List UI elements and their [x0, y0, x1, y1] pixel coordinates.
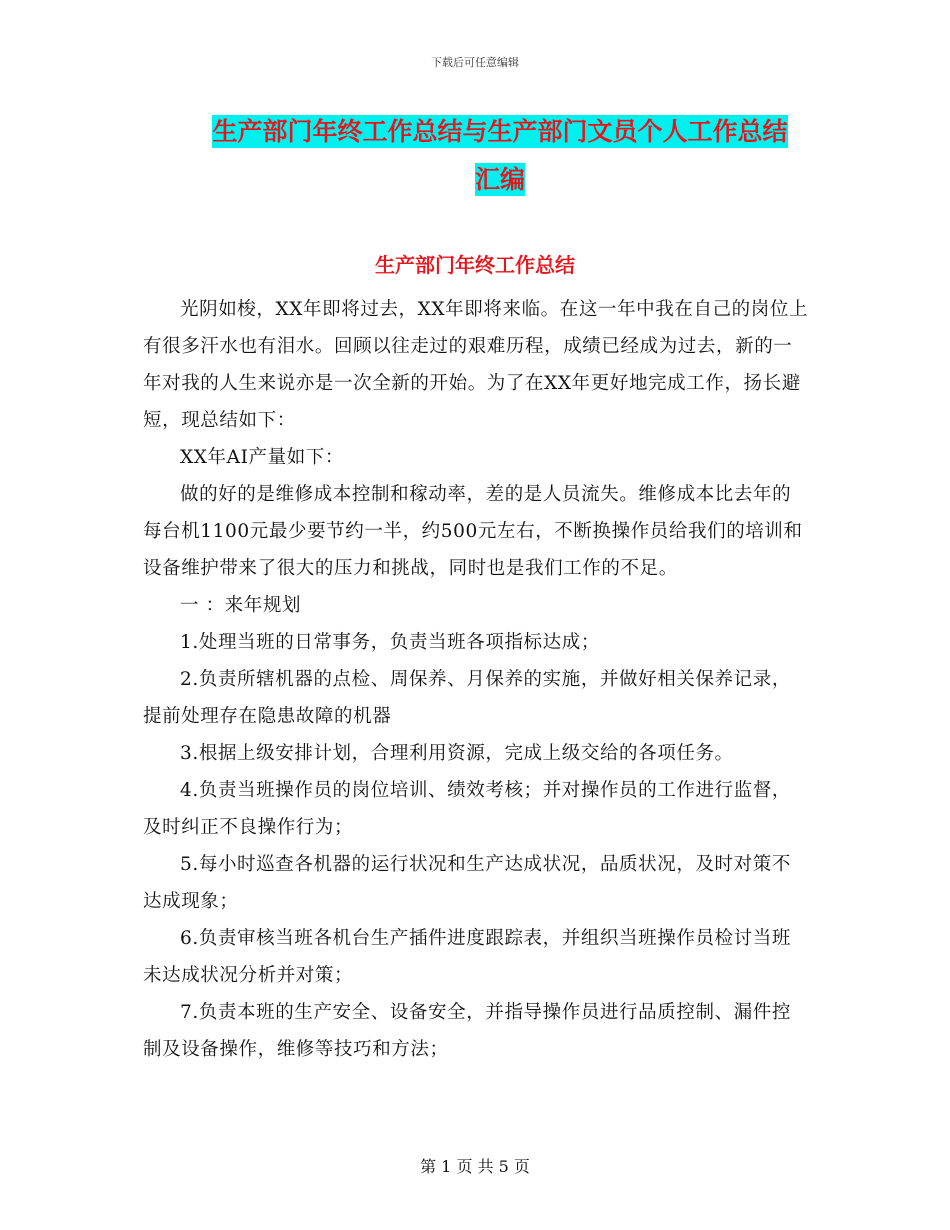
paragraph-output-heading: XX年AI产量如下： — [180, 447, 345, 468]
plan-item-6: 6.负责审核当班各机台生产插件进度跟踪表，并组织当班操作员检讨当班未达成状况分析并对策； — [143, 928, 791, 986]
document-body — [143, 291, 809, 1068]
paragraph-intro: 光阴如梭，XX年即将过去，XX年即将来临。在这一年中我在自己的岗位上有很多汗水也有泪水。回顾以往走过的艰难历程，成绩已经成为过去，新的一年对我的人生来说亦是一次全新的开始。为了在XX年更好地完成工作，扬长避短，现总结如下： — [143, 299, 809, 431]
plan-item-4: 4.负责当班操作员的岗位培训、绩效考核；并对操作员的工作进行监督，及时纠正不良操作行为； — [143, 780, 791, 838]
document-title — [175, 108, 825, 204]
document-title-line-2: 汇编 — [474, 165, 525, 194]
paragraph-plan-heading: 一 ：来年规划 — [180, 595, 302, 616]
plan-item-2: 2.负责所辖机器的点检、周保养、月保养的实施，并做好相关保养记录，提前处理存在隐患故障的机器 — [143, 669, 791, 727]
plan-item-7: 7.负责本班的生产安全、设备安全，并指导操作员进行品质控制、漏件控制及设备操作，维修等技巧和方法； — [143, 1002, 791, 1060]
paragraph-summary: 做的好的是维修成本控制和稼动率，差的是人员流失。维修成本比去年的每台机1100元最少要节约一半，约500元左右，不断换操作员给我们的培训和设备维护带来了很大的压力和挑战，同时也是我们工作的不足。 — [143, 484, 803, 579]
document-title-line-1: 生产部门年终工作总结与生产部门文员个人工作总结 — [212, 117, 788, 146]
plan-item-3: 3.根据上级安排计划，合理利用资源，完成上级交给的各项任务。 — [180, 743, 734, 764]
section-title: 生产部门年终工作总结 — [375, 253, 575, 277]
plan-item-5: 5.每小时巡查各机器的运行状况和生产达成状况，品质状况，及时对策不达成现象； — [143, 854, 791, 912]
header-note: 下载后可任意编辑 — [431, 56, 519, 69]
plan-item-1: 1.处理当班的日常事务，负责当班各项指标达成； — [180, 632, 600, 653]
page-number-footer: 第 1 页 共 5 页 — [420, 1157, 530, 1176]
